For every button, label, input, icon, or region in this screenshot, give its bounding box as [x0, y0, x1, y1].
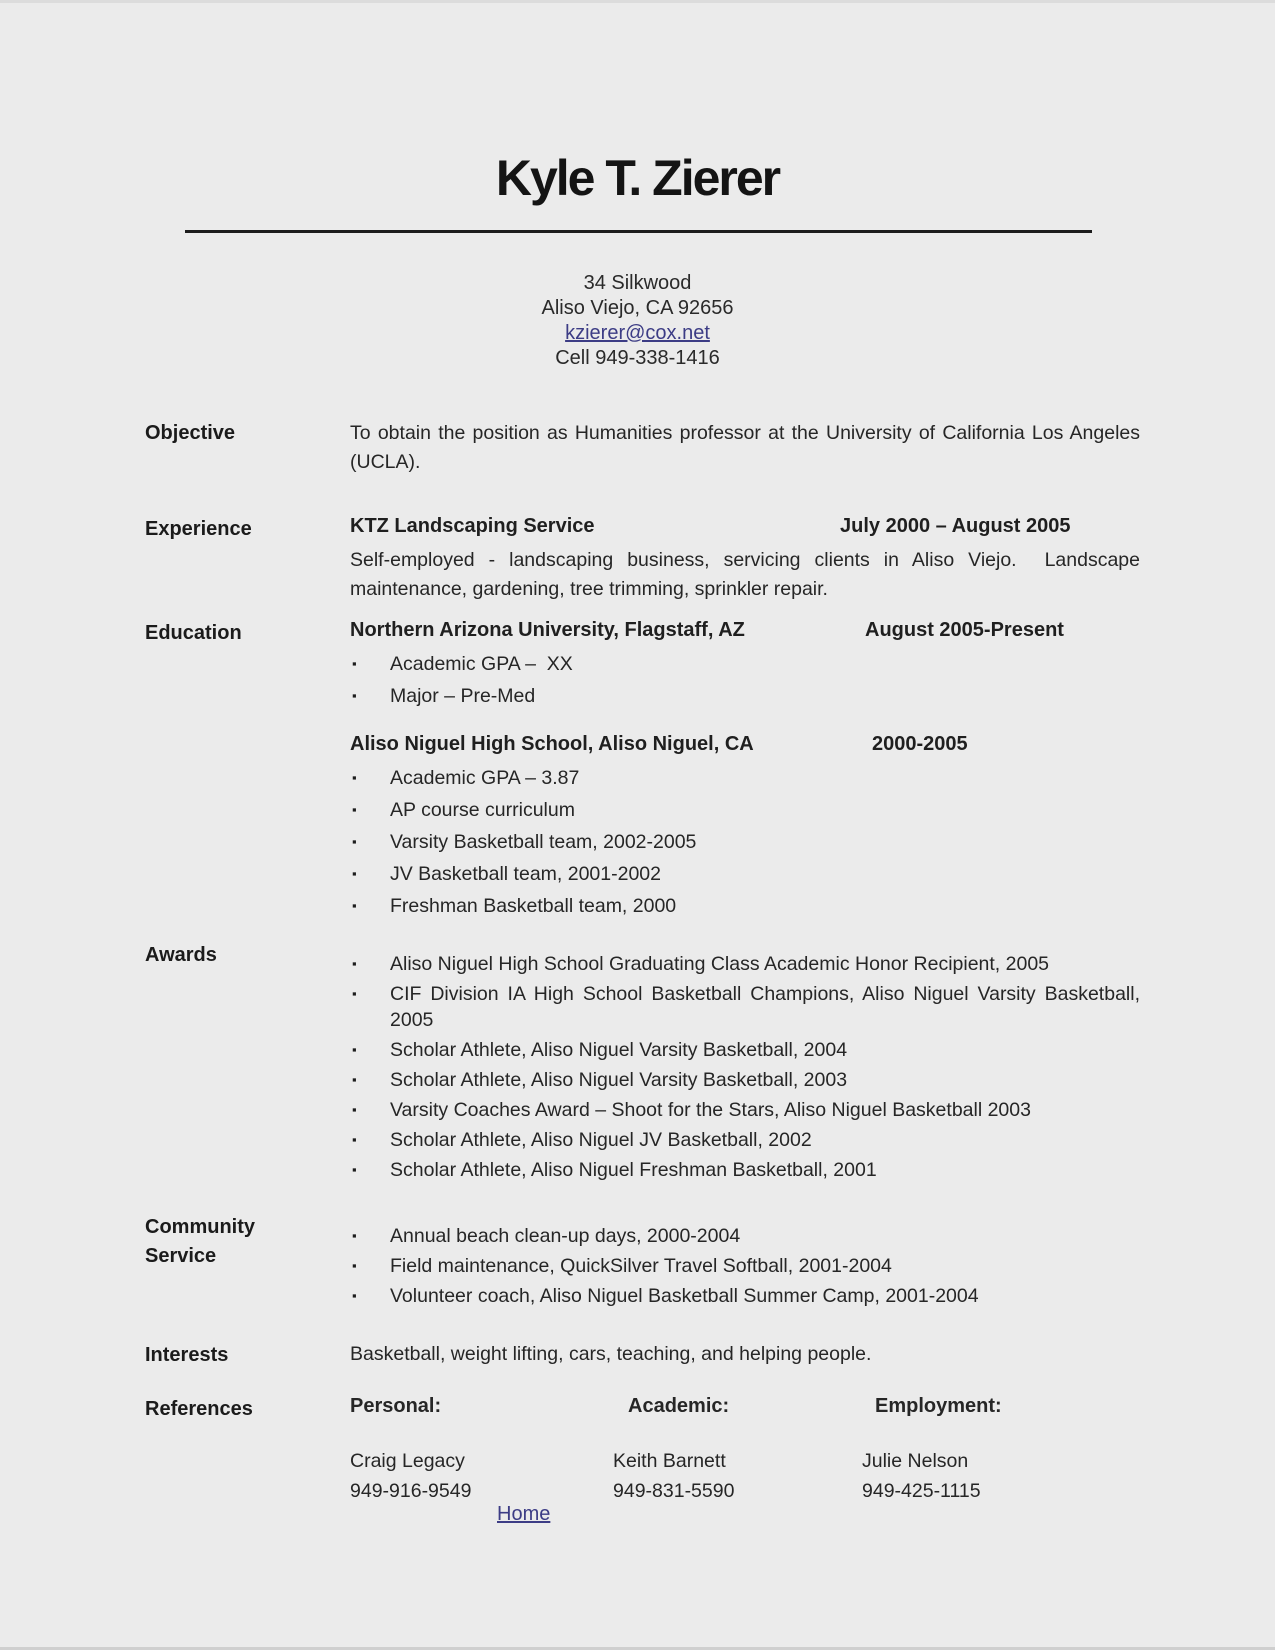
square-bullet-icon [352, 765, 357, 791]
square-bullet-icon [352, 797, 357, 823]
university-bullet-list [350, 651, 1140, 709]
square-bullet-icon [352, 829, 357, 855]
reference-phone: 949-425-1115 [862, 1480, 981, 1502]
section-label-experience: Experience [145, 518, 252, 540]
section-label-interests: Interests [145, 1344, 229, 1366]
school-heading-row [350, 733, 1140, 756]
contact-block [0, 271, 1275, 371]
square-bullet-icon [352, 861, 357, 887]
list-item-text: Freshman Basketball team, 2000 [390, 895, 677, 917]
list-item [350, 683, 1140, 709]
school-heading-row [350, 619, 1140, 642]
references-block [350, 1395, 1140, 1505]
employer-heading-row [350, 515, 1140, 538]
school-name: Northern Arizona University, Flagstaff, AZ [350, 619, 745, 641]
community-service-block [350, 1223, 1140, 1313]
square-bullet-icon [352, 1223, 357, 1249]
list-item [350, 1037, 1140, 1063]
reference-column-academic [613, 1395, 858, 1504]
square-bullet-icon [352, 981, 357, 1007]
list-item [350, 1253, 1140, 1279]
email-link[interactable]: kzierer@cox.net [565, 322, 710, 344]
square-bullet-icon [352, 1283, 357, 1309]
experience-block [350, 515, 1140, 604]
home-link[interactable]: Home [497, 1503, 551, 1525]
square-bullet-icon [352, 951, 357, 977]
address-line2: Aliso Viejo, CA 92656 [541, 297, 734, 319]
list-item-text: CIF Division IA High School Basketball Champions, Aliso Niguel Varsity Basketball, 2005 [390, 983, 1140, 1031]
list-item-text: Scholar Athlete, Aliso Niguel Varsity Basketball, 2003 [390, 1069, 848, 1091]
list-item-text: Scholar Athlete, Aliso Niguel Freshman Basketball, 2001 [390, 1159, 877, 1181]
square-bullet-icon [352, 651, 357, 677]
school-dates: 2000-2005 [872, 733, 968, 755]
school-dates: August 2005-Present [865, 619, 1064, 641]
square-bullet-icon [352, 1037, 357, 1063]
list-item-text: Major – Pre-Med [390, 685, 536, 707]
section-label-community-service: Community Service [145, 1216, 255, 1267]
reference-phone: 949-916-9549 [350, 1480, 472, 1502]
list-item [350, 797, 1140, 823]
list-item [350, 981, 1140, 1033]
square-bullet-icon [352, 683, 357, 709]
community-service-bullet-list [350, 1223, 1140, 1309]
list-item-text: Aliso Niguel High School Graduating Class Academic Honor Recipient, 2005 [390, 953, 1050, 975]
reference-column-employment [862, 1395, 1107, 1504]
square-bullet-icon [352, 1097, 357, 1123]
phone-line: Cell 949-338-1416 [555, 347, 720, 369]
square-bullet-icon [352, 893, 357, 919]
list-item-text: Varsity Coaches Award – Shoot for the Stars, Aliso Niguel Basketball 2003 [390, 1099, 1031, 1121]
list-item-text: Annual beach clean-up days, 2000-2004 [390, 1225, 741, 1247]
address-line1: 34 Silkwood [583, 272, 692, 294]
square-bullet-icon [352, 1253, 357, 1279]
list-item [350, 1097, 1140, 1123]
list-item [350, 651, 1140, 677]
section-label-education: Education [145, 622, 242, 644]
experience-description: Self-employed - landscaping business, servicing clients in Aliso Viejo. Landscape maintenance, gardening, tree trimming, sprinkler repair. [350, 549, 1140, 600]
list-item-text: Volunteer coach, Aliso Niguel Basketball Summer Camp, 2001-2004 [390, 1285, 979, 1307]
list-item [350, 1067, 1140, 1093]
list-item-text: Academic GPA – 3.87 [390, 767, 580, 789]
employer-dates: July 2000 – August 2005 [840, 515, 1071, 537]
reference-name: Craig Legacy [350, 1450, 465, 1472]
list-item [350, 829, 1140, 855]
section-label-references: References [145, 1398, 253, 1420]
reference-phone: 949-831-5590 [613, 1480, 735, 1502]
list-item-text: JV Basketball team, 2001-2002 [390, 863, 662, 885]
list-item-text: Scholar Athlete, Aliso Niguel JV Basketball, 2002 [390, 1129, 812, 1151]
list-item-text: Scholar Athlete, Aliso Niguel Varsity Basketball, 2004 [390, 1039, 848, 1061]
list-item-text: Varsity Basketball team, 2002-2005 [390, 831, 697, 853]
objective-text: To obtain the position as Humanities professor at the University of California Los Angeles (UCLA). [350, 422, 1140, 473]
reference-name: Keith Barnett [613, 1450, 726, 1472]
list-item [350, 893, 1140, 919]
square-bullet-icon [352, 1067, 357, 1093]
reference-column-personal [350, 1395, 595, 1504]
reference-header: Academic: [628, 1395, 730, 1417]
section-label-objective: Objective [145, 422, 236, 444]
list-item [350, 1283, 1140, 1309]
education-highschool-block [350, 733, 1140, 925]
reference-name: Julie Nelson [862, 1450, 969, 1472]
header-divider [185, 230, 1092, 233]
square-bullet-icon [352, 1157, 357, 1183]
list-item [350, 1223, 1140, 1249]
reference-header: Employment: [875, 1395, 1002, 1417]
list-item [350, 861, 1140, 887]
employer-name: KTZ Landscaping Service [350, 515, 595, 537]
interests-text: Basketball, weight lifting, cars, teaching, and helping people. [350, 1343, 872, 1365]
list-item-text: Field maintenance, QuickSilver Travel Softball, 2001-2004 [390, 1255, 892, 1277]
list-item-text: Academic GPA – XX [390, 653, 573, 675]
list-item [350, 765, 1140, 791]
list-item [350, 1157, 1140, 1183]
section-label-awards: Awards [145, 944, 217, 966]
list-item [350, 951, 1140, 977]
highschool-bullet-list [350, 765, 1140, 919]
list-item [350, 1127, 1140, 1153]
education-university-block [350, 619, 1140, 715]
awards-block [350, 951, 1140, 1187]
page-title: Kyle T. Zierer [495, 150, 780, 206]
square-bullet-icon [352, 1127, 357, 1153]
reference-header: Personal: [350, 1395, 442, 1417]
list-item-text: AP course curriculum [390, 799, 575, 821]
school-name: Aliso Niguel High School, Aliso Niguel, CA [350, 733, 754, 755]
awards-bullet-list [350, 951, 1140, 1183]
